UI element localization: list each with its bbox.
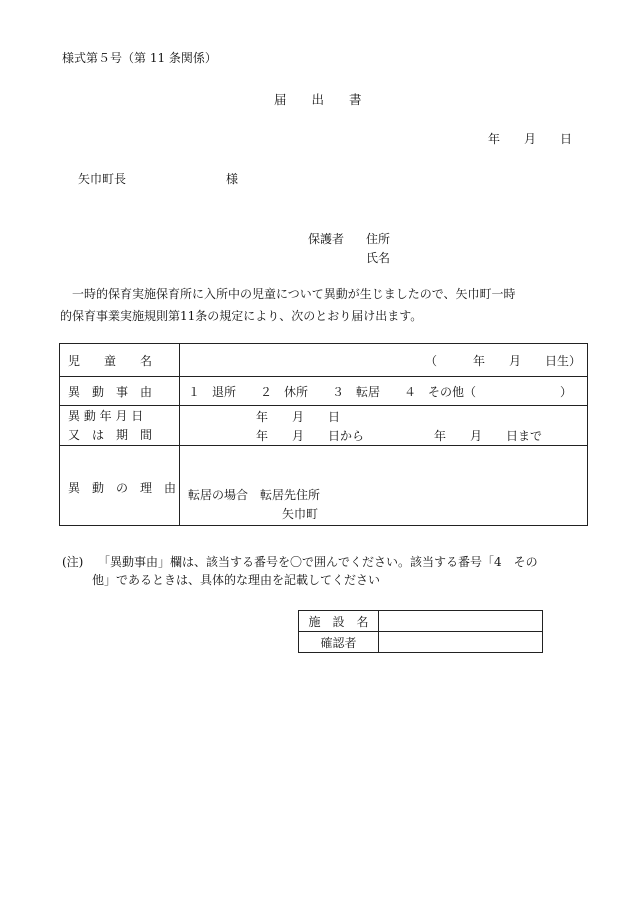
- guardian-label: 保護者: [308, 232, 345, 246]
- row-reason: [60, 377, 588, 406]
- row-confirmer: [299, 632, 543, 653]
- note-prefix: (注): [62, 555, 84, 569]
- address-label: 住所: [366, 232, 391, 246]
- document-title: 届 出 書: [274, 92, 362, 107]
- date-line: 年 月 日: [488, 132, 573, 146]
- cause-line-2: 矢巾町: [282, 506, 319, 521]
- addressee: 矢巾町長: [78, 172, 127, 186]
- body-text: [60, 283, 600, 327]
- row-cause: [60, 446, 588, 526]
- row-facility: [299, 611, 543, 632]
- date-label: 異 動 年 月 日 又 は 期 間: [60, 406, 180, 446]
- confirmer-field[interactable]: [379, 632, 543, 653]
- name-label: 氏名: [366, 251, 391, 265]
- note-line-1: 「異動事由」欄は、該当する番号を〇で囲んでください。該当する番号「4 その: [98, 555, 538, 569]
- cause-line-1: 転居の場合 転居先住所: [188, 487, 321, 502]
- cause-field[interactable]: [180, 446, 588, 526]
- note-line-2: 他」であるときは、具体的な理由を記載してください: [92, 573, 381, 587]
- date-field[interactable]: [180, 406, 588, 446]
- date-value-2-end: 年 月 日まで: [434, 428, 543, 443]
- facility-field[interactable]: [379, 611, 543, 632]
- body-line-1: 一時的保育実施保育所に入所中の児童について異動が生じましたので、矢巾町一時: [72, 287, 516, 301]
- reason-label: 異 動 事 由: [60, 377, 180, 406]
- form-number: 様式第５号（第 11 条関係）: [62, 51, 217, 65]
- date-value-2-start: 年 月 日から: [256, 428, 365, 443]
- cause-label: 異 動 の 理 由: [60, 446, 180, 526]
- row-date: [60, 406, 588, 446]
- body-line-2: 的保育事業実施規則第11条の規定により、次のとおり届け出ます。: [60, 309, 423, 323]
- child-name-label: 児 童 名: [60, 344, 180, 377]
- notification-table: [59, 343, 588, 526]
- reason-options[interactable]: １ 退所 ２ 休所 ３ 転居 ４ その他（ ）: [180, 377, 588, 406]
- row-child-name: [60, 344, 588, 377]
- child-name-field[interactable]: （ 年 月 日生）: [180, 344, 588, 377]
- honorific: 様: [226, 172, 239, 186]
- facility-label: 施 設 名: [299, 611, 379, 632]
- confirmation-table: [298, 610, 543, 653]
- date-value-1: 年 月 日: [256, 409, 341, 424]
- confirmer-label: 確認者: [299, 632, 379, 653]
